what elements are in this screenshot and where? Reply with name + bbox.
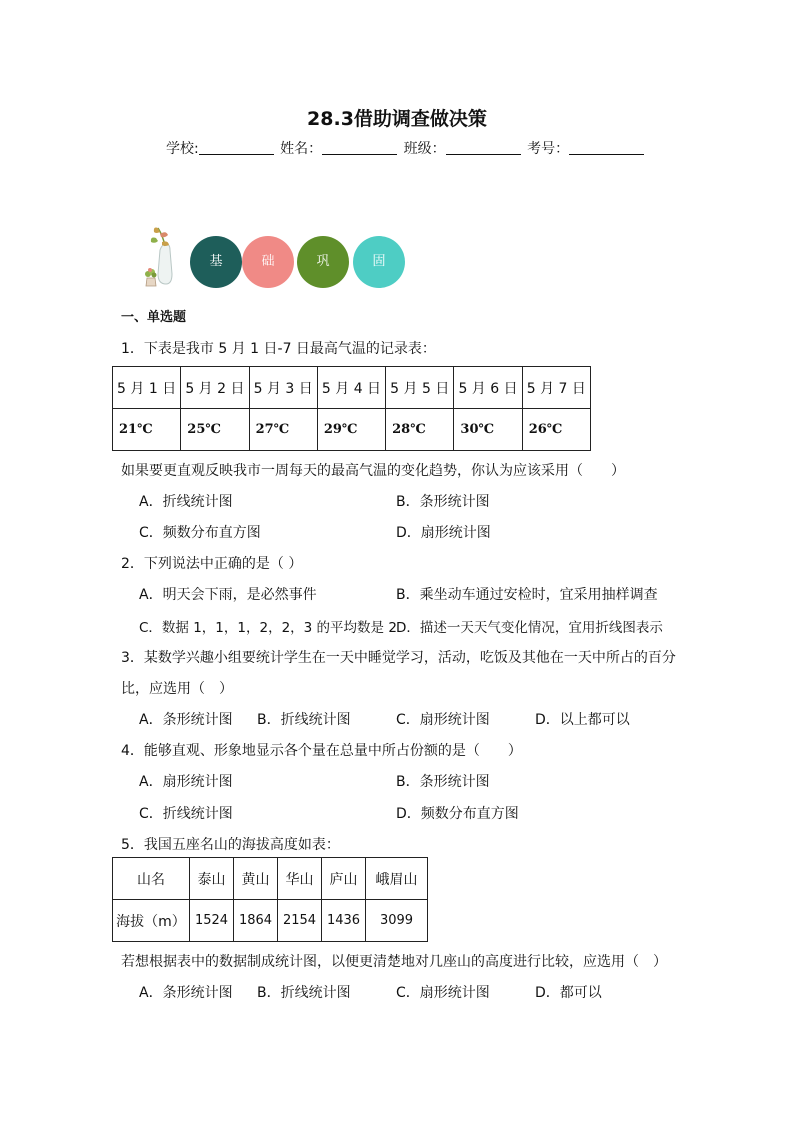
name-blank — [322, 140, 397, 155]
q5-mountain-table — [112, 857, 428, 942]
q3-option-d: D．以上都可以 — [535, 712, 630, 728]
q5-header-cell: 峨眉山 — [366, 858, 428, 900]
q4-option-d: D．频数分布直方图 — [396, 806, 519, 822]
school-blank — [199, 140, 274, 155]
q5-header-cell: 泰山 — [190, 858, 234, 900]
exam-no-label: 考号： — [527, 141, 570, 157]
q5-table-value-row — [113, 900, 428, 942]
q1-header-cell: 5 月 1 日 — [113, 367, 181, 409]
q4-option-b: B．条形统计图 — [396, 774, 490, 790]
q4-option-a: A．扇形统计图 — [139, 774, 233, 790]
q2-option-c: C．数据 1，1，1，2，2，3 的平均数是 2 — [139, 620, 397, 636]
q5-header-cell: 黄山 — [234, 858, 278, 900]
q1-header-cell: 5 月 3 日 — [249, 367, 317, 409]
page-title: 28.3借助调查做决策 — [307, 108, 487, 130]
q1-option-d: D．扇形统计图 — [396, 525, 491, 541]
badge-circle-2: 础 — [242, 236, 294, 288]
q5-question: 若想根据表中的数据制成统计图，以便更清楚地对几座山的高度进行比较，应选用（ ） — [121, 954, 667, 970]
q5-value-cell: 1864 — [234, 900, 278, 942]
badge-circle-4: 固 — [353, 236, 405, 288]
q1-header-cell: 5 月 2 日 — [181, 367, 249, 409]
q5-header-cell: 庐山 — [322, 858, 366, 900]
q3-stem-line-2: 比，应选用（ ） — [121, 681, 233, 697]
q3-stem-line-1: 3．某数学兴趣小组要统计学生在一天中睡觉学习，活动，吃饭及其他在一天中所占的百分 — [121, 650, 676, 666]
q1-value-cell: 25℃ — [181, 409, 249, 451]
q1-header-cell: 5 月 5 日 — [386, 367, 454, 409]
q5-option-d: D．都可以 — [535, 985, 602, 1001]
q5-header-cell: 山名 — [113, 858, 190, 900]
q1-value-cell: 26℃ — [522, 409, 590, 451]
q5-option-c: C．扇形统计图 — [396, 985, 490, 1001]
q3-option-b: B．折线统计图 — [257, 712, 351, 728]
q5-option-b: B．折线统计图 — [257, 985, 351, 1001]
q1-table-value-row — [113, 409, 591, 451]
q5-value-cell: 1436 — [322, 900, 366, 942]
plant-vase-icon — [136, 224, 186, 290]
q1-header-cell: 5 月 7 日 — [522, 367, 590, 409]
q5-header-cell: 华山 — [278, 858, 322, 900]
class-label: 班级： — [403, 141, 446, 157]
q5-value-cell: 1524 — [190, 900, 234, 942]
q1-option-b: B．条形统计图 — [396, 494, 490, 510]
q2-stem: 2．下列说法中正确的是（ ） — [121, 556, 303, 572]
q5-value-cell: 3099 — [366, 900, 428, 942]
q1-stem: 1．下表是我市 5 月 1 日-7 日最高气温的记录表： — [121, 341, 436, 357]
q5-value-cell: 2154 — [278, 900, 322, 942]
q1-table-header-row — [113, 367, 591, 409]
q4-stem: 4．能够直观、形象地显示各个量在总量中所占份额的是（ ） — [121, 743, 522, 759]
q1-value-cell: 29℃ — [317, 409, 385, 451]
q1-value-cell: 28℃ — [386, 409, 454, 451]
q3-option-c: C．扇形统计图 — [396, 712, 490, 728]
q3-option-a: A．条形统计图 — [139, 712, 233, 728]
q2-option-b: B．乘坐动车通过安检时，宜采用抽样调查 — [396, 587, 658, 603]
section-heading: 一、单选题 — [121, 310, 187, 325]
q1-question: 如果要更直观反映我市一周每天的最高气温的变化趋势，你认为应该采用（ ） — [121, 463, 625, 479]
q1-header-cell: 5 月 6 日 — [454, 367, 522, 409]
class-blank — [446, 140, 521, 155]
q1-header-cell: 5 月 4 日 — [317, 367, 385, 409]
q5-value-cell: 海拔（m） — [113, 900, 190, 942]
badge-circle-1: 基 — [190, 236, 242, 288]
student-info-line — [166, 138, 646, 158]
q2-option-d: D．描述一天天气变化情况，宜用折线图表示 — [396, 620, 663, 636]
q5-stem: 5．我国五座名山的海拔高度如表： — [121, 837, 340, 853]
exam-no-blank — [569, 140, 644, 155]
school-label: 学校: — [166, 141, 199, 157]
q1-value-cell: 21℃ — [113, 409, 181, 451]
q5-option-a: A．条形统计图 — [139, 985, 233, 1001]
q1-value-cell: 30℃ — [454, 409, 522, 451]
q1-temperature-table — [112, 366, 591, 451]
q4-option-c: C．折线统计图 — [139, 806, 233, 822]
q5-table-header-row — [113, 858, 428, 900]
q1-option-c: C．频数分布直方图 — [139, 525, 261, 541]
name-label: 姓名： — [280, 141, 323, 157]
q1-value-cell: 27℃ — [249, 409, 317, 451]
q2-option-a: A．明天会下雨，是必然事件 — [139, 587, 317, 603]
q1-option-a: A．折线统计图 — [139, 494, 233, 510]
badge-circle-3: 巩 — [297, 236, 349, 288]
